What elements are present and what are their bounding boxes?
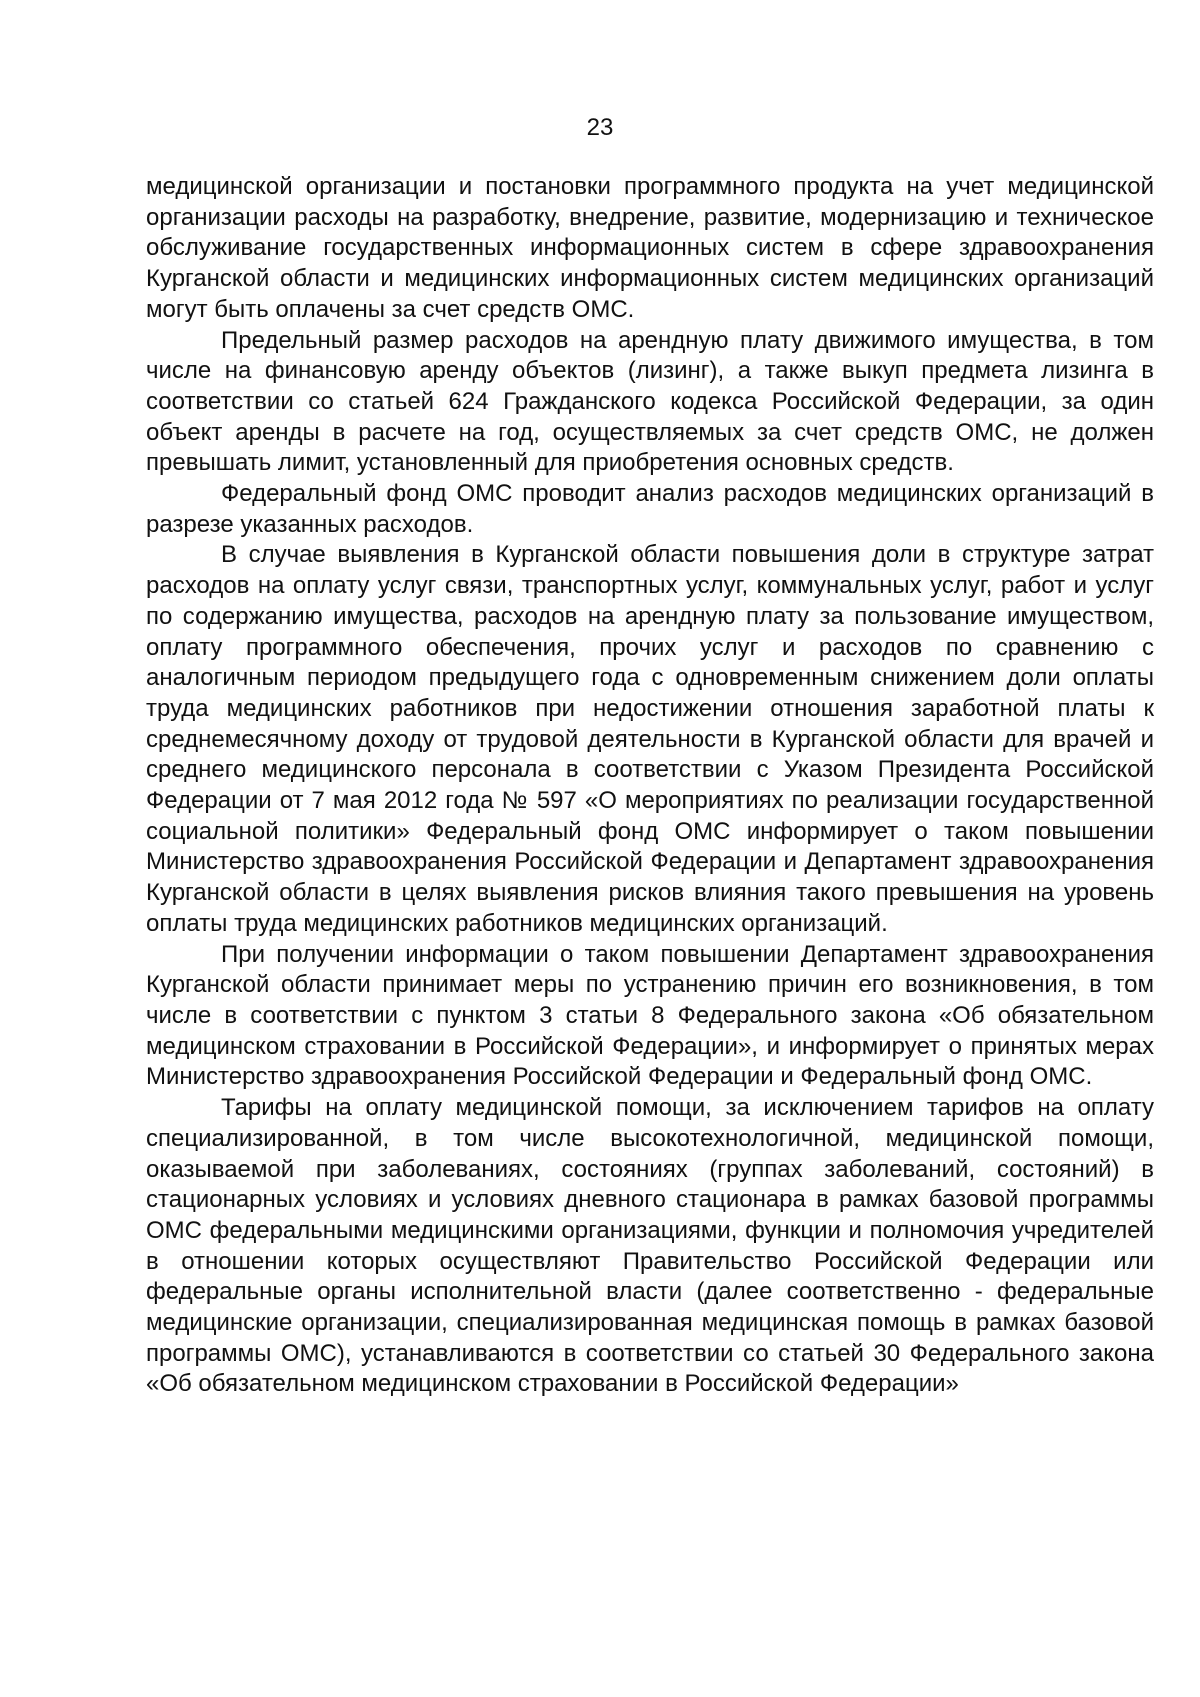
document-body <box>146 172 1154 1400</box>
paragraph: Федеральный фонд ОМС проводит анализ расходов медицинских организаций в разрезе указанных расходов. <box>146 480 1154 538</box>
page-number: 23 <box>586 114 614 141</box>
paragraph: медицинской организации и постановки программного продукта на учет медицинской организации расходы на разработку, внедрение, развитие, модернизацию и техническое обслуживание государственных информационных систем в сфере здравоохранения Курганской области и медицинских информационных систем медицинских организаций могут быть оплачены за счет средств ОМС. <box>146 173 1154 323</box>
paragraph: Предельный размер расходов на арендную плату движимого имущества, в том числе на финансовую аренду объектов (лизинг), а также выкуп предмета лизинга в соответствии со статьей 624 Гражданского кодекса Российской Федерации, за один объект аренды в расчете на год, осуществляемых за счет средств ОМС, не должен превышать лимит, установленный для приобретения основных средств. <box>146 326 1154 477</box>
paragraph: Тарифы на оплату медицинской помощи, за исключением тарифов на оплату специализированной, в том числе высокотехнологичной, медицинской помощи, оказываемой при заболеваниях, состояниях (группах заболеваний, состояний) в стационарных условиях и условиях дневного стационара в рамках базовой программы ОМС федеральными медицинскими организациями, функции и полномочия учредителей в отношении которых осуществляют Правительство Российской Федерации или федеральные органы исполнительной власти (далее соответственно - федеральные медицинские организации, специализированная медицинская помощь в рамках базовой программы ОМС), устанавливаются в соответствии со статьей 30 Федерального закона «Об обязательном медицинском страховании в Российской Федерации» <box>146 1094 1154 1398</box>
paragraph: При получении информации о таком повышении Департамент здравоохранения Курганской области принимает меры по устранению причин его возникновения, в том числе в соответствии с пунктом 3 статьи 8 Федерального закона «Об обязательном медицинском страховании в Российской Федерации», и информирует о принятых мерах Министерство здравоохранения Российской Федерации и Федеральный фонд ОМС. <box>146 940 1154 1091</box>
paragraph: В случае выявления в Курганской области повышения доли в структуре затрат расходов на оплату услуг связи, транспортных услуг, коммунальных услуг, работ и услуг по содержанию имущества, расходов на арендную плату за пользование имуществом, оплату программного обеспечения, прочих услуг и расходов по сравнению с аналогичным периодом предыдущего года с одновременным снижением доли оплаты труда медицинских работников при недостижении отношения заработной платы к среднемесячному доходу от трудовой деятельности в Курганской области для врачей и среднего медицинского персонала в соответствии с Указом Президента Российской Федерации от 7 мая 2012 года № 597 «О мероприятиях по реализации государственной социальной политики» Федеральный фонд ОМС информирует о таком повышении Министерство здравоохранения Российской Федерации и Департамент здравоохранения Курганской области в целях выявления рисков влияния такого превышения на уровень оплаты труда медицинских работников медицинских организаций. <box>146 541 1154 937</box>
